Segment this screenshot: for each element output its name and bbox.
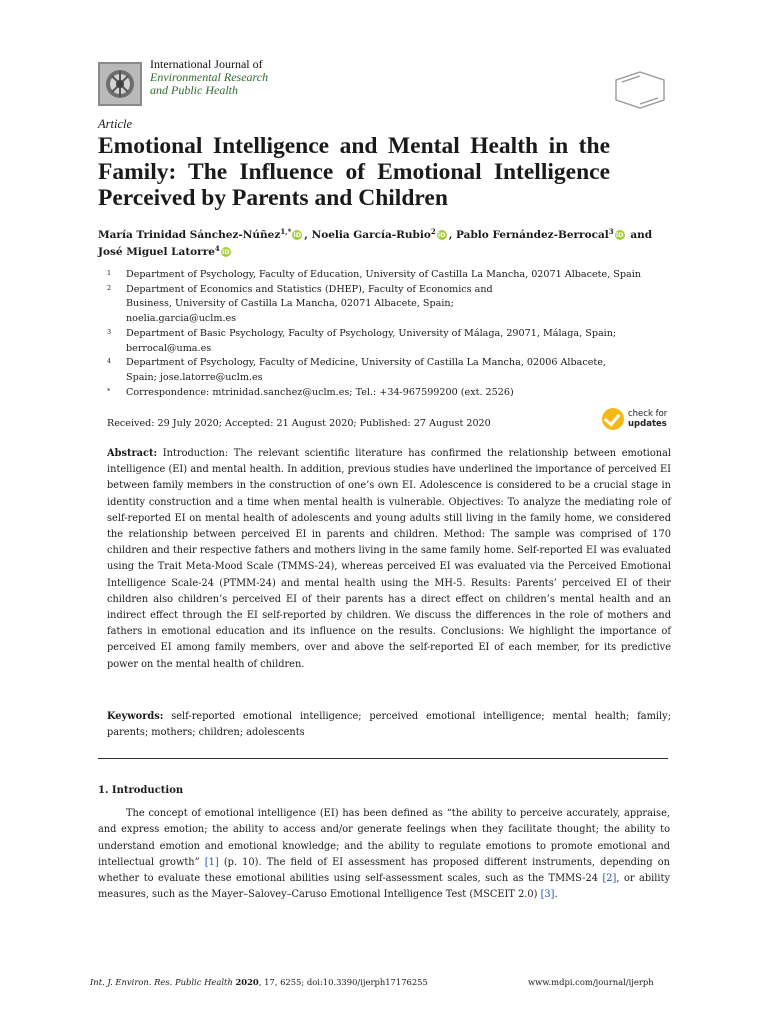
affiliation-text: Department of Economics and Statistics (DHEP), Faculty of Economics and Business, University of Castilla La Mancha, 02071 Albacete, Spain; noelia.garcia@uclm.es	[126, 283, 493, 325]
author-name: María Trinidad Sánchez-Núñez	[98, 229, 281, 241]
affiliation-mark: 4	[107, 357, 112, 366]
affiliation-text: Department of Basic Psychology, Faculty of Psychology, University of Málaga, 29071, Málaga, Spain; berrocal@uma.es	[126, 327, 617, 354]
affiliation-mark: 2	[107, 283, 112, 292]
affiliation-list	[107, 268, 677, 400]
affiliation-item	[107, 327, 677, 356]
keywords-text: self-reported emotional intelligence; perceived emotional intelligence; mental health; family; parents; mothers; children; adolescents	[107, 711, 671, 739]
abstract	[107, 446, 671, 673]
author-separator: ,	[448, 229, 453, 241]
author-affiliation-mark: 4	[214, 244, 220, 253]
abstract-text: Introduction: The relevant scientific literature has confirmed the relationship between emotional intelligence (EI) and mental health. In addition, previous studies have underlined the importance of perceived EI between family members in the construction of one’s own EI. Adolescence is considered to be a crucial stage in identity construction and a time when mental health is vulnerable. Objectives: To analyze the mediating role of self-reported EI on mental health of adolescents and young adults still living in the family home, we considered the relationship between perceived EI in parents and children. Method: The sample was comprised of 170 children and their respective fathers and mothers living in the same family home. Self-reported EI was evaluated using the Trait Meta-Mood Scale (TMMS-24), whereas perceived EI was evaluated via the Perceived Emotional Intelligence Scale-24 (PTMM-24) and mental health using the MH-5. Results: Parents’ perceived EI of their children also children’s perceived EI of their parents has a direct effect on children’s mental health and an indirect effect through the EI self-reported by children. We discuss the differences in the role of mothers and fathers in emotional education and its influence on the results. Conclusions: We highlight the importance of perceived EI among family members, over and above the self-reported EI of each member, for its predictive power on the mental health of children.	[107, 448, 672, 670]
footer-journal: Int. J. Environ. Res. Public Health	[90, 977, 233, 987]
author-name: José Miguel Latorre	[98, 246, 215, 258]
correspondence-text: Correspondence: mtrinidad.sanchez@uclm.es; Tel.: +34-967599200 (ext. 2526)	[126, 386, 514, 398]
intro-text: .	[554, 889, 558, 901]
footer-citation	[90, 977, 428, 987]
affiliation-text: Department of Psychology, Faculty of Medicine, University of Castilla La Mancha, 02006 Albacete, Spain; jose.latorre@uclm.es	[126, 357, 606, 383]
author-affiliation-mark: 3	[608, 227, 614, 236]
section-heading: 1. Introduction	[98, 785, 184, 796]
orcid-icon[interactable]: iD	[437, 231, 446, 239]
abstract-label: Abstract:	[107, 448, 158, 459]
journal-line-2: Environmental Research	[150, 70, 269, 84]
publication-dates: Received: 29 July 2020; Accepted: 21 August 2020; Published: 27 August 2020	[107, 418, 491, 429]
affiliation-item	[107, 356, 677, 385]
author-affiliation-mark: 2	[430, 227, 436, 236]
author-list	[98, 227, 678, 261]
check-updates-icon	[602, 408, 624, 430]
paper-title: Emotional Intelligence and Mental Health in the Family: The Influence of Emotional Intelligence Perceived by Parents and Children	[98, 133, 610, 211]
affiliation-text: Department of Psychology, Faculty of Education, University of Castilla La Mancha, 02071 Albacete, Spain	[126, 269, 641, 280]
author-affiliation-mark: 1,*	[280, 227, 292, 236]
article-type: Article	[98, 117, 133, 131]
citation-link[interactable]: [3]	[540, 889, 555, 901]
section-divider	[98, 758, 668, 759]
check-updates-line-1: check for	[628, 409, 668, 419]
check-for-updates-button[interactable]	[602, 408, 682, 434]
intro-text: , or ability measures, such as the Mayer–Salovey–Caruso Emotional Intelligence Test (MSCEIT 2.0)	[98, 873, 670, 901]
keywords	[107, 709, 671, 741]
affiliation-mark: 1	[107, 269, 112, 277]
intro-text: The concept of emotional intelligence (EI) has been defined as “the ability to perceive accurately, appraise, and express emotion; the ability to access and/or generate feelings when they facilitate thought; the ability to understand emotion and emotional knowledge; and the ability to regulate emotions to promote emotional and intellectual growth”	[98, 808, 670, 868]
journal-line-1: International Journal of	[150, 57, 263, 71]
check-updates-line-2: updates	[628, 419, 667, 429]
journal-logo	[98, 62, 142, 106]
affiliation-item	[107, 268, 677, 283]
intro-paragraph	[98, 806, 670, 904]
orcid-icon[interactable]: iD	[221, 248, 230, 256]
affiliation-item	[107, 386, 677, 401]
keywords-label: Keywords:	[107, 711, 164, 722]
author-separator: ,	[304, 229, 308, 241]
journal-line-3: and Public Health	[150, 83, 238, 97]
author-name: Noelia García-Rubio	[311, 229, 431, 241]
citation-link[interactable]: [2]	[602, 873, 617, 885]
citation-link[interactable]: [1]	[204, 856, 219, 868]
footer-url[interactable]: www.mdpi.com/journal/ijerph	[528, 977, 654, 987]
intro-text: (p. 10). The field of EI assessment has proposed different instruments, depending on whether to evaluate these emotional abilities using self-assessment scales, such as the TMMS-24	[98, 856, 670, 885]
journal-name	[150, 58, 268, 97]
affiliation-item	[107, 283, 677, 327]
affiliation-mark: *	[107, 386, 111, 395]
affiliation-mark: 3	[107, 327, 112, 336]
footer-volume: , 17, 6255; doi:10.3390/ijerph17176255	[258, 977, 428, 987]
orcid-icon[interactable]: iD	[615, 231, 624, 239]
publisher-logo-icon	[612, 70, 668, 110]
orcid-icon[interactable]: iD	[293, 231, 302, 239]
author-and: and	[630, 229, 653, 241]
footer-year: 2020	[235, 977, 259, 987]
author-name: Pablo Fernández-Berrocal	[456, 229, 609, 241]
